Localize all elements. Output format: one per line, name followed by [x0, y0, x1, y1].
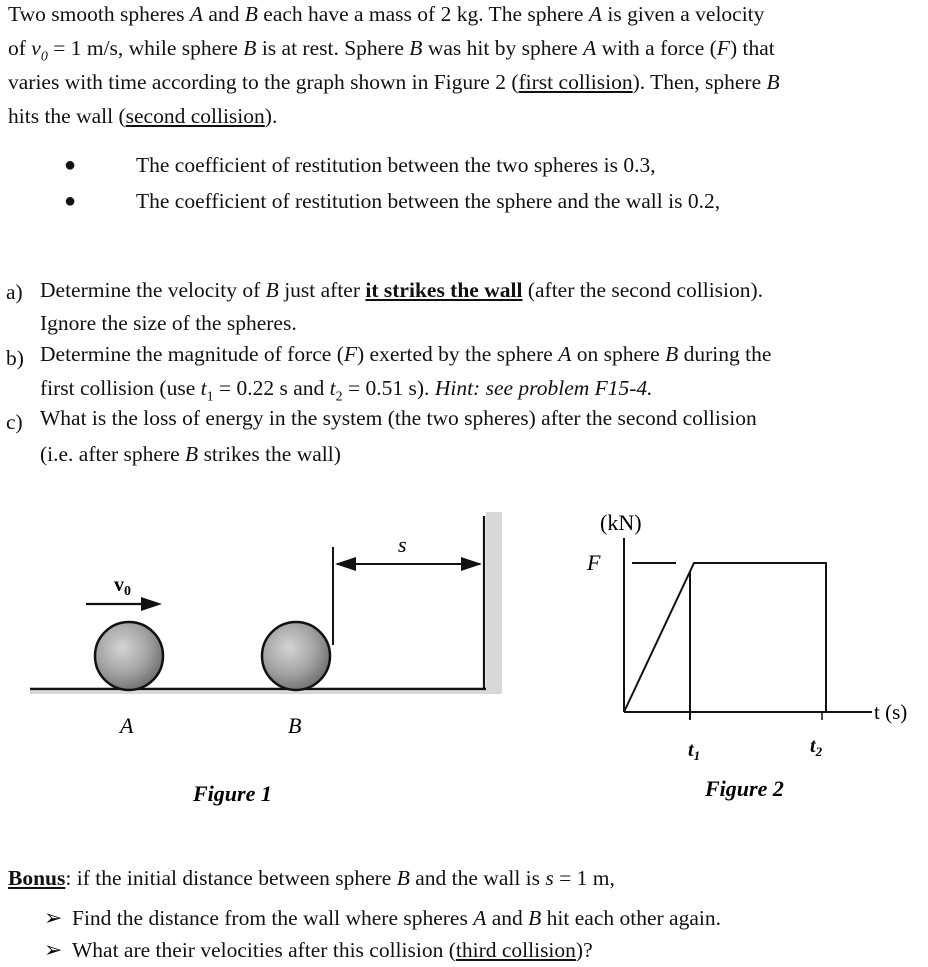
- arrowhead-icon: [461, 557, 482, 571]
- var-A: A: [189, 2, 203, 26]
- sphere-B: [262, 622, 330, 690]
- label-t-axis: t (s): [874, 700, 908, 724]
- v0-text: v: [114, 574, 124, 596]
- third-collision-underlined: third collision: [455, 938, 576, 962]
- question-b-label: b): [6, 346, 24, 370]
- var-F: F: [716, 36, 730, 60]
- emphasis-strikes-wall: it strikes the wall: [365, 278, 523, 302]
- text: first collision (use: [40, 376, 201, 400]
- arrow-bullet-icon: ➢: [44, 937, 63, 962]
- text: Determine the magnitude of force (: [40, 342, 344, 366]
- text: and: [202, 2, 245, 26]
- question-c-label: c): [6, 410, 23, 434]
- question-b-line-2: [40, 376, 653, 405]
- bonus-item-1: [72, 906, 721, 931]
- text: strikes the wall): [198, 442, 341, 466]
- arrow-bullet-icon: ➢: [44, 905, 63, 930]
- t1-text: t: [688, 739, 694, 761]
- text: during the: [678, 342, 772, 366]
- t1-subscript: 1: [693, 748, 701, 763]
- label-B: B: [288, 713, 302, 738]
- question-b-line-1: [40, 342, 771, 367]
- var-B: B: [265, 278, 279, 302]
- var-t: t: [200, 376, 207, 400]
- text: with a force (: [596, 36, 717, 60]
- text: varies with time according to the graph shown in Figure 2 (: [8, 70, 519, 94]
- var-v: v: [31, 36, 41, 60]
- label-t2: [810, 735, 823, 759]
- text: ). Then, sphere: [632, 70, 767, 94]
- t2-text: t: [810, 735, 816, 757]
- text: just after: [278, 278, 366, 302]
- bullet-restitution-spheres: The coefficient of restitution between the two spheres is 0.3,: [136, 153, 656, 177]
- bullet-restitution-wall: The coefficient of restitution between the sphere and the wall is 0.2,: [136, 189, 721, 213]
- text: Two smooth spheres: [8, 2, 190, 26]
- figure-1-caption: Figure 1: [193, 781, 272, 806]
- text: Determine the velocity of: [40, 278, 266, 302]
- figure-2-caption: Figure 2: [705, 776, 784, 801]
- text: was hit by sphere: [422, 36, 584, 60]
- intro-line-3: [8, 72, 780, 94]
- question-a-line-2: Ignore the size of the spheres.: [40, 311, 297, 335]
- var-F: F: [343, 342, 357, 366]
- text: = 1 m,: [553, 866, 615, 890]
- text: = 0.51 s).: [342, 376, 435, 400]
- question-a-label: a): [6, 280, 23, 304]
- text: and the wall is: [409, 866, 546, 890]
- force-curve: [624, 563, 826, 712]
- var-t: t: [329, 376, 336, 400]
- hint-text: Hint: see problem F15-4.: [434, 376, 653, 400]
- var-B: B: [396, 866, 410, 890]
- figure-1: [30, 512, 502, 806]
- intro-line-4: [8, 106, 277, 128]
- bonus-line: [8, 866, 615, 891]
- ground-shadow: [30, 687, 488, 694]
- text: (after the second collision).: [522, 278, 764, 302]
- var-B: B: [243, 36, 257, 60]
- text: each have a mass of 2 kg. The sphere: [257, 2, 589, 26]
- text: hits the wall (: [8, 104, 126, 128]
- var-A: A: [473, 906, 487, 930]
- label-F: F: [587, 550, 601, 575]
- text: (i.e. after sphere: [40, 442, 186, 466]
- text: ) exerted by the sphere: [357, 342, 559, 366]
- var-B: B: [528, 906, 542, 930]
- text: is given a velocity: [602, 2, 765, 26]
- question-c-line-1: What is the loss of energy in the system (the two spheres) after the second collision: [40, 406, 757, 430]
- text: and: [486, 906, 529, 930]
- text: )?: [575, 938, 593, 962]
- text: ).: [264, 104, 278, 128]
- text: : if the initial distance between sphere: [65, 866, 397, 890]
- var-B: B: [766, 70, 780, 94]
- text: is at rest. Sphere: [256, 36, 410, 60]
- figure-2: [586, 510, 907, 801]
- subscript: 1: [206, 389, 214, 405]
- sphere-A: [95, 622, 163, 690]
- label-t1: [688, 739, 700, 763]
- intro-line-2: [8, 38, 775, 64]
- text: hit each other again.: [541, 906, 721, 930]
- text: = 0.22 s and: [213, 376, 330, 400]
- text: Find the distance from the wall where spheres: [72, 906, 474, 930]
- text: of: [8, 36, 32, 60]
- text: What are their velocities after this collision (: [72, 938, 456, 962]
- text: ) that: [729, 36, 775, 60]
- v0-subscript: 0: [124, 584, 131, 599]
- label-s: s: [398, 532, 407, 557]
- var-A: A: [558, 342, 572, 366]
- bullet-icon: ●: [64, 190, 77, 212]
- var-A: A: [583, 36, 597, 60]
- unit-kN: (kN): [600, 510, 642, 535]
- var-B: B: [665, 342, 679, 366]
- arrowhead-icon: [141, 597, 162, 611]
- subscript: 0: [40, 49, 48, 65]
- intro-line-1: [8, 4, 764, 26]
- bullet-icon: ●: [64, 154, 77, 176]
- var-B: B: [244, 2, 258, 26]
- label-v0: [114, 574, 131, 599]
- bonus-label: Bonus: [8, 866, 66, 890]
- var-B: B: [185, 442, 199, 466]
- label-A: A: [120, 713, 134, 738]
- arrowhead-icon: [335, 557, 356, 571]
- var-s: s: [545, 866, 554, 890]
- var-B: B: [409, 36, 423, 60]
- first-collision-underlined: first collision: [518, 70, 633, 94]
- var-A: A: [588, 2, 602, 26]
- question-c-line-2: [40, 442, 341, 467]
- subscript: 2: [335, 389, 343, 405]
- second-collision-underlined: second collision: [125, 104, 265, 128]
- t2-subscript: 2: [815, 744, 823, 759]
- bonus-item-2: [72, 938, 593, 963]
- question-a-line-1: [40, 278, 763, 303]
- wall-shadow: [486, 512, 502, 694]
- text: = 1 m/s, while sphere: [47, 36, 244, 60]
- text: on sphere: [571, 342, 666, 366]
